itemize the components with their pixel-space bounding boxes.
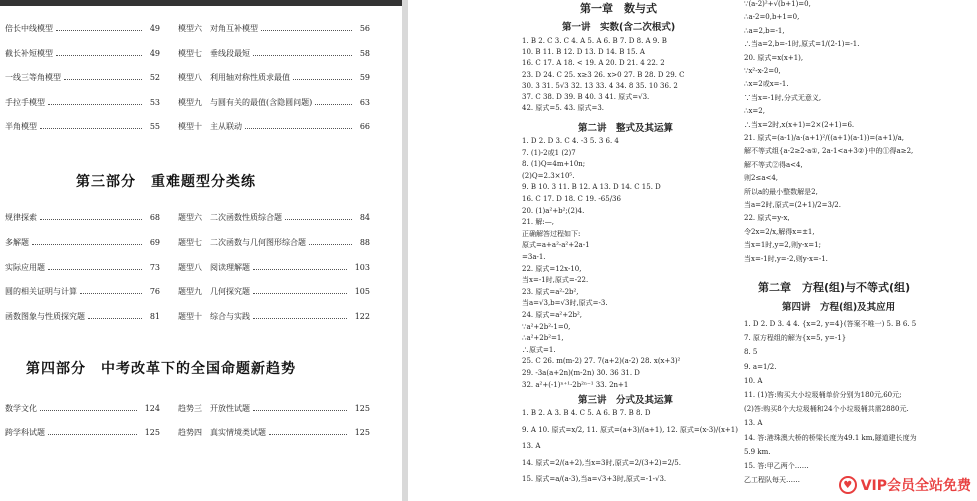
toc-leader-dots — [88, 309, 142, 319]
answer-line: 13. A — [744, 419, 763, 428]
answer-line: 9. A 10. 原式=x/2, 11. 原式=(a+3)/(a+1), 12. 原式=(x-3)/(x+1) — [522, 425, 738, 434]
toc-page-number: 56 — [359, 24, 370, 33]
answer-line: 所以a的最小整数解是2, — [744, 187, 818, 196]
toc-leader-dots — [293, 70, 352, 80]
answer-line: 22. 原式=12x-10, — [522, 264, 582, 273]
part3-title: 第三部分 重难题型分类练 — [76, 174, 256, 190]
answer-line: 14. 答:港珠澳大桥的桥梁长度为49.1 km,隧道建长度为 — [744, 433, 917, 442]
answer-line: 1. B 2. A 3. B 4. C 5. A 6. B 7. B 8. D — [522, 409, 651, 417]
answer-line: 24. 原式=a²+2b², — [522, 311, 583, 319]
answer-line: 乙工程队每天…… — [744, 476, 800, 485]
answer-line: ∴a²+2b²=1, — [522, 334, 564, 343]
vip-heart-icon: ♥ — [839, 476, 857, 494]
toc-page-number: 69 — [149, 237, 160, 247]
answer-line: 21. 原式=(a-1)/a·(a+1)²/((a+1)(a-1))=(a+1)/a, — [744, 134, 904, 142]
answer-line: 20. (1)a²+b²;(2)4. — [522, 206, 585, 215]
answer-line: 7. (1)-2或1 (2)7 — [522, 148, 576, 157]
toc-page-number: 63 — [359, 97, 370, 107]
toc-page-number: 73 — [149, 262, 160, 272]
answer-line: 25. C 26. m(m-2) 27. 7(a+2)(a-2) 28. x(x+3)² — [522, 357, 681, 366]
vip-watermark[interactable] — [839, 475, 971, 495]
toc-leader-dots — [315, 95, 352, 105]
toc-leader-dots — [309, 235, 352, 245]
answer-line: ∴原式=1. — [522, 345, 556, 354]
toc-leader-dots — [80, 284, 142, 294]
chapter2-heading: 第二章 方程(组)与不等式(组) — [758, 281, 911, 294]
lecture1-heading: 第一讲 实数(含二次根式) — [562, 22, 676, 33]
toc-label: 趋势四 真实情境类试题 — [178, 428, 266, 437]
answer-line: 9. a=1/2. — [744, 362, 777, 371]
toc-label: 题型十 综合与实践 — [178, 312, 250, 322]
vip-watermark-text: VIP会员全站免费 — [860, 478, 971, 494]
toc-label: 倍长中线模型 — [5, 24, 53, 33]
toc-label: 模型九 与圆有关的最值(含隐圆问题) — [178, 97, 313, 107]
toc-page-number: 81 — [149, 312, 160, 322]
toc-page-number: 76 — [149, 287, 160, 297]
toc-page-number: 125 — [354, 404, 370, 413]
answer-line: (2)Q=2.3×10⁵. — [522, 171, 575, 180]
toc-label: 题型九 几何探究题 — [178, 287, 250, 297]
toc-label: 截长补短模型 — [5, 48, 53, 58]
toc-leader-dots — [253, 284, 347, 294]
toc-label: 半角模型 — [5, 122, 37, 131]
toc-leader-dots — [64, 70, 142, 80]
toc-label: 模型八 利用轴对称性质求最值 — [178, 73, 290, 82]
toc-leader-dots — [48, 95, 142, 105]
toc-leader-dots — [253, 260, 347, 270]
answer-line: 20. 原式=x(x+1), — [744, 53, 804, 62]
toc-label: 一线三等角模型 — [5, 73, 61, 82]
toc-leader-dots — [285, 210, 352, 220]
toc-leader-dots — [48, 260, 142, 270]
answer-line: 22. 原式=y-x, — [744, 214, 790, 223]
answer-line: ∴x=2或x=-1. — [744, 80, 789, 89]
toc-page-number: 49 — [149, 24, 160, 33]
answer-line: ∵当x=-1时,分式无意义, — [744, 93, 822, 102]
toc-page-number: 103 — [354, 262, 370, 272]
toc-label: 题型六 二次函数性质综合题 — [178, 213, 282, 222]
answer-line: 30. 3 31. 5√3 32. 13 33. 4 34. 8 35. 10 36. 2 — [522, 81, 678, 90]
toc-label: 题型七 二次函数与几何图形综合题 — [178, 237, 306, 247]
answer-line: 14. 原式=2/(a+2),当x=3时,原式=2/(3+2)=2/5. — [522, 458, 681, 467]
answer-line: 11. (1)答:购买大小垃圾桶单价分别为180元,60元; — [744, 391, 902, 399]
toc-label: 模型七 垂线段最短 — [178, 48, 250, 58]
toc-page-number: 55 — [149, 122, 160, 131]
toc-label: 模型十 主从联动 — [178, 122, 242, 131]
toc-leader-dots — [40, 401, 137, 411]
answer-line: 13. A — [522, 442, 541, 450]
toc-leader-dots — [253, 401, 347, 411]
answer-line: ∴a=2,b=-1, — [744, 26, 785, 35]
answer-line: 原式=a+a²-a²+2a-1 — [522, 241, 590, 250]
answer-line: ∴当a=2,b=-1时,原式=1/(2-1)=-1. — [744, 40, 860, 49]
answer-line: 1. B 2. C 3. C 4. A 5. A 6. B 7. D 8. A 9. B — [522, 37, 667, 45]
toc-leader-dots — [40, 210, 142, 220]
answer-line: 21. 解:—, — [522, 218, 554, 227]
toc-page-number: 88 — [359, 237, 370, 247]
toc-page-number: 58 — [359, 48, 370, 58]
toc-page-number: 84 — [359, 213, 370, 222]
header-bar — [0, 0, 402, 6]
answer-line: 9. B 10. 3 11. B 12. A 13. D 14. C 15. D — [522, 183, 661, 192]
answer-line: 23. D 24. C 25. x≥3 26. x>0 27. B 28. D 29. C — [522, 70, 685, 79]
answer-line: 当x=1时,y=2,则y-x=1; — [744, 241, 821, 250]
answer-line: 5.9 km. — [744, 447, 771, 456]
toc-label: 实际应用题 — [5, 262, 45, 272]
toc-page-number: 124 — [144, 404, 160, 413]
lecture2-heading: 第二讲 整式及其运算 — [578, 123, 674, 134]
answer-line: 当a=√3,b=√3时,原式=-3. — [522, 299, 608, 308]
answer-line: 8. 5 — [744, 348, 758, 357]
toc-leader-dots — [32, 235, 142, 245]
answer-line: 当a=2时,原式=(2+1)/2=3/2. — [744, 201, 841, 209]
toc-leader-dots — [40, 119, 142, 129]
answer-line: ∴当x=2时,x(x+1)=2×(2+1)=6. — [744, 120, 855, 129]
toc-page-number: 66 — [359, 122, 370, 131]
answer-line: 1. D 2. D 3. 4 4. {x=2, y=4}(答案不唯一) 5. B 6. 5 — [744, 320, 917, 328]
toc-page-number: 125 — [144, 428, 160, 437]
toc-label: 模型六 对角互补模型 — [178, 24, 258, 33]
answer-line: 29. -3a(a+2n)(m-2n) 30. 36 31. D — [522, 369, 640, 377]
answer-line: 1. D 2. D 3. C 4. -3 5. 3 6. 4 — [522, 137, 619, 145]
toc-label: 数学文化 — [5, 404, 37, 413]
part4-title: 第四部分 中考改革下的全国命题新趋势 — [26, 361, 296, 377]
toc-page-number: 59 — [359, 73, 370, 82]
answer-line: 解不等式②得a<4, — [744, 160, 803, 169]
answer-line: 32. a²+(-1)ⁿ⁺¹·2b²ⁿ⁻¹ 33. 2n+1 — [522, 380, 629, 389]
answer-line: ∴x=2, — [744, 107, 765, 116]
answer-line: 当x=-1时,y=-2,则y-x=-1. — [744, 254, 828, 263]
answer-line: ∵x²-x-2=0, — [744, 67, 781, 75]
toc-leader-dots — [48, 425, 137, 435]
toc-label: 函数图象与性质探究题 — [5, 312, 85, 322]
answer-line: 令2x=2/x,解得x=±1, — [744, 227, 815, 236]
answer-line: 7. 原方程组的解为{x=5, y=-1} — [744, 334, 847, 343]
toc-page-number: 105 — [354, 287, 370, 297]
answer-line: 15. 答:甲乙两个…… — [744, 462, 809, 470]
answer-line: 16. C 17. D 18. C 19. -65/36 — [522, 195, 621, 203]
toc-page-number: 68 — [149, 213, 160, 222]
toc-label: 规律探索 — [5, 213, 37, 222]
answer-line: 8. (1)Q=4m+10n; — [522, 160, 586, 169]
toc-leader-dots — [56, 21, 142, 31]
answer-line: ∴a-2=0,b+1=0, — [744, 13, 800, 22]
toc-leader-dots — [261, 21, 352, 31]
toc-label: 题型八 阅读理解题 — [178, 262, 250, 272]
lecture3-heading: 第三讲 分式及其运算 — [578, 395, 674, 406]
toc-label: 多解题 — [5, 237, 29, 247]
toc-page-number: 49 — [149, 48, 160, 58]
toc-leader-dots — [269, 425, 347, 435]
toc-label: 手拉手模型 — [5, 97, 45, 107]
toc-leader-dots — [56, 46, 142, 56]
answer-line: 42. 原式=5. 43. 原式=3. — [522, 104, 605, 113]
toc-page-number: 125 — [354, 428, 370, 437]
answer-line: 当x=-1时,原式=-22. — [522, 276, 589, 285]
toc-page-number: 53 — [149, 97, 160, 107]
answers-page — [408, 0, 977, 501]
answer-line: 则2≤a<4, — [744, 174, 779, 183]
lecture4-heading: 第四讲 方程(组)及其应用 — [782, 302, 896, 313]
toc-page — [0, 0, 402, 501]
answer-line: 10. B 11. B 12. D 13. D 14. B 15. A — [522, 48, 645, 57]
answer-line: 15. 原式=a/(a-3),当a=√3+3时,原式=-1-√3. — [522, 475, 667, 483]
toc-label: 圆的相关证明与计算 — [5, 287, 77, 297]
answer-line: 10. A — [744, 376, 763, 385]
toc-leader-dots — [245, 119, 352, 129]
answer-line: 正确解答过程如下: — [522, 229, 581, 238]
toc-page-number: 122 — [354, 312, 370, 322]
toc-leader-dots — [253, 46, 352, 56]
answer-line: 解不等式组{a-2≥2-a①, 2a-1<a+3②}中的①得a≥2, — [744, 147, 914, 156]
answer-line: 16. C 17. A 18. < 19. A 20. D 21. 4 22. 2 — [522, 59, 665, 68]
answer-line: ∵a²+2b²-1=0, — [522, 322, 571, 331]
answer-line: =3a-1. — [522, 253, 546, 261]
answer-line: ∵(a-2)²+√(b+1)=0, — [744, 0, 811, 8]
toc-label: 趋势三 开放性试题 — [178, 404, 250, 413]
answer-line: 37. C 38. D 39. B 40. 3 41. 原式=√3. — [522, 93, 650, 101]
toc-leader-dots — [253, 309, 347, 319]
answer-line: (2)答:购买8个大垃圾桶和24个小垃圾桶共需2880元. — [744, 405, 909, 414]
toc-page-number: 52 — [149, 73, 160, 82]
chapter1-heading: 第一章 数与式 — [580, 2, 657, 15]
answer-line: 23. 原式=a²-2b², — [522, 287, 579, 296]
toc-label: 跨学科试题 — [5, 428, 45, 437]
